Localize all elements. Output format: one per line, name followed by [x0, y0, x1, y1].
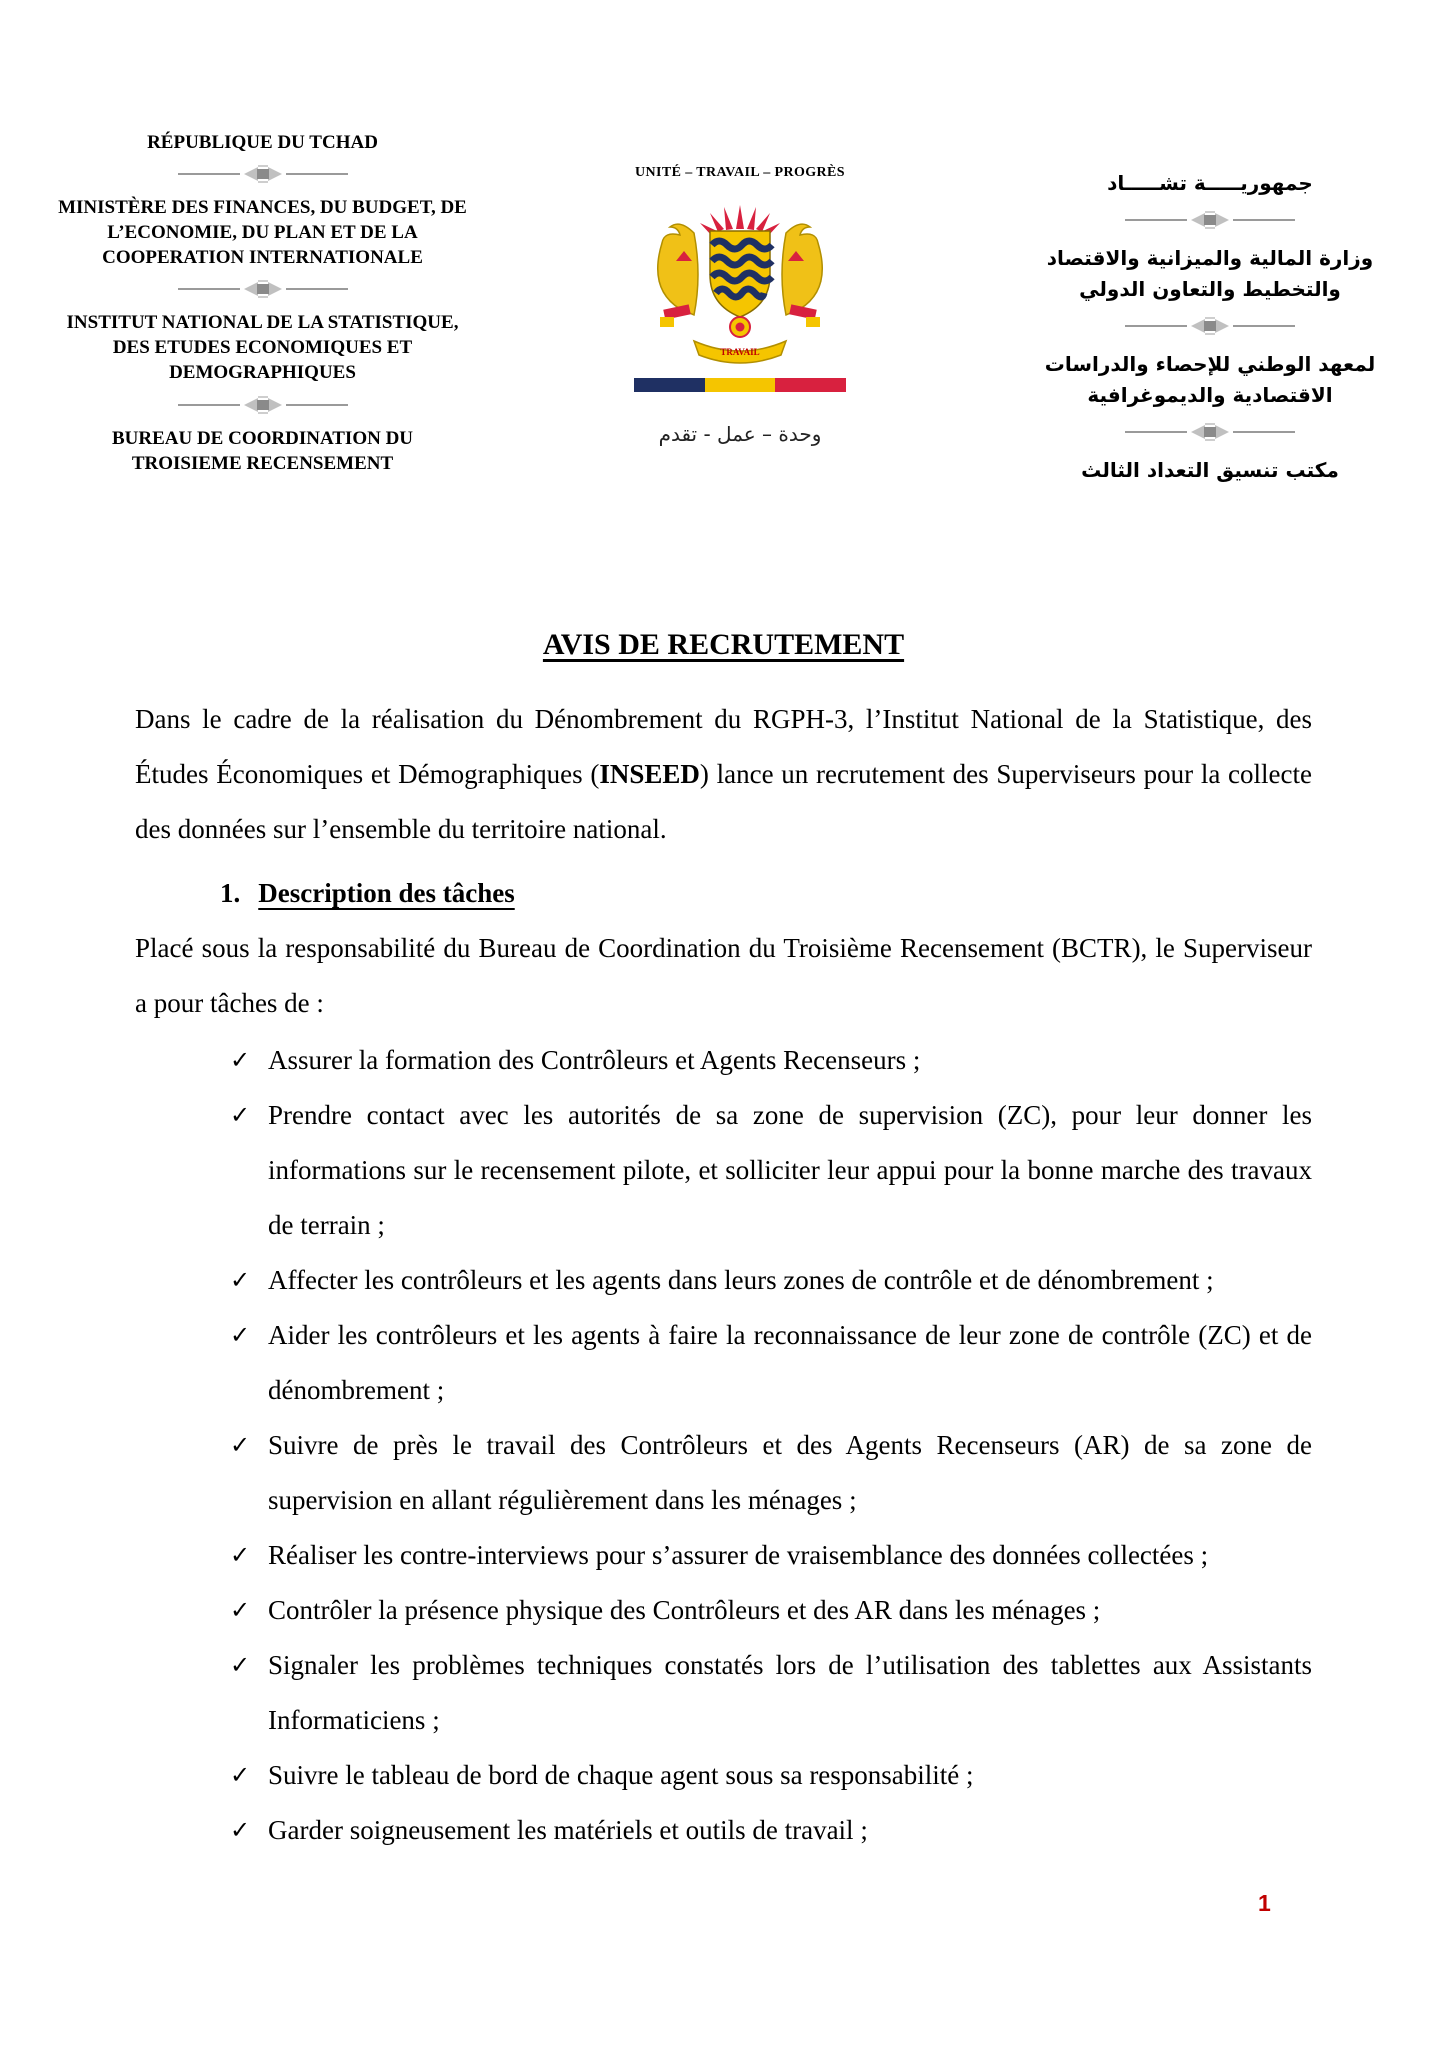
checkmark-icon: ✓ [230, 1321, 251, 1349]
task-item [230, 1583, 1312, 1638]
letterhead [55, 130, 1410, 486]
checkmark-icon: ✓ [230, 1816, 251, 1844]
checkmark-icon: ✓ [230, 1761, 251, 1789]
bureau-title: BUREAU DE COORDINATION DU TROISIEME RECENSEMENT [111, 427, 414, 474]
divider-ornament-icon [178, 396, 348, 414]
task-text: Suivre de près le travail des Contrôleurs et des Agents Recenseurs (AR) de sa zone de supervision en allant régulièrement dans les ménages ; [268, 1430, 1312, 1515]
task-text: Suivre le tableau de bord de chaque agent sous sa responsabilité ; [268, 1760, 974, 1790]
checkmark-icon: ✓ [230, 1596, 251, 1624]
section-number: 1. [220, 878, 241, 908]
section-1-heading [135, 866, 1312, 921]
republic-title-arabic: جمهوريـــــة تشـــــاد [1107, 171, 1313, 195]
task-text: Affecter les contrôleurs et les agents dans leurs zones de contrôle et de dénombrement ; [268, 1265, 1214, 1295]
checkmark-icon: ✓ [230, 1431, 251, 1459]
task-text: Assurer la formation des Contrôleurs et Agents Recenseurs ; [268, 1045, 921, 1075]
flag-yellow-stripe [705, 378, 775, 392]
divider-ornament-icon [178, 165, 348, 183]
task-text: Prendre contact avec les autorités de sa zone de supervision (ZC), pour leur donner les informations sur le recensement pilote, et solliciter leur appui pour la bonne marche des travaux de terrain ; [268, 1100, 1312, 1240]
coat-of-arms-icon [634, 203, 846, 371]
intro-text-2: ) lance un recrutement des Superviseurs pour la collecte des données sur l’ensemble du territoire national. [135, 759, 1312, 844]
institute-title-arabic: لمعهد الوطني للإحصاء والدراسات الاقتصادية والديموغرافية [1044, 352, 1376, 407]
lion-supporter-icon [782, 224, 822, 327]
bureau-title-arabic: مكتب تنسيق التعداد الثالث [1081, 458, 1339, 482]
page-number: 1 [1258, 1890, 1271, 1916]
republic-title: RÉPUBLIQUE DU TCHAD [147, 132, 378, 153]
section-title: Description des tâches [258, 878, 515, 908]
divider-ornament-icon [178, 280, 348, 298]
inseed-acronym: INSEED [599, 759, 700, 789]
goat-supporter-icon [658, 224, 698, 327]
letterhead-arabic-column [1010, 130, 1410, 486]
task-text: Signaler les problèmes techniques constatés lors de l’utilisation des tablettes aux Assistants Informaticiens ; [268, 1650, 1312, 1735]
flag-blue-stripe [634, 378, 705, 392]
task-item [230, 1638, 1312, 1748]
checkmark-icon: ✓ [230, 1266, 251, 1294]
task-text: Contrôler la présence physique des Contrôleurs et des AR dans les ménages ; [268, 1595, 1101, 1625]
letterhead-french-column [55, 130, 470, 476]
emblem-scroll-text: TRAVAIL [720, 347, 760, 357]
divider-ornament-icon [1125, 211, 1295, 229]
task-item [230, 1528, 1312, 1583]
task-item [230, 1418, 1312, 1528]
motto-french: UNITÉ – TRAVAIL – PROGRÈS [635, 165, 845, 180]
divider-ornament-icon [1125, 317, 1295, 335]
task-item [230, 1033, 1312, 1088]
intro-paragraph [135, 692, 1312, 857]
ministry-title: MINISTÈRE DES FINANCES, DU BUDGET, DE L’ECONOMIE, DU PLAN ET DE LA COOPERATION INTERNATIONALE [58, 197, 467, 269]
task-item [230, 1088, 1312, 1253]
checkmark-icon: ✓ [230, 1101, 251, 1129]
chad-coat-of-arms [545, 203, 935, 392]
checkmark-icon: ✓ [230, 1541, 251, 1569]
task-item [230, 1748, 1312, 1803]
ministry-title-arabic: وزارة المالية والميزانية والاقتصاد والتخطيط والتعاون الدولي [1046, 246, 1374, 301]
task-text: Réaliser les contre-interviews pour s’assurer de vraisemblance des données collectées ; [268, 1540, 1209, 1570]
checkmark-icon: ✓ [230, 1046, 251, 1074]
task-item [230, 1803, 1312, 1858]
flag-band [634, 378, 846, 392]
task-item [230, 1253, 1312, 1308]
intro-text-1: Dans le cadre de la réalisation du Dénombrement du RGPH-3, l’Institut National de la Statistique, des Études Économiques et Démographiques ( [135, 704, 1312, 789]
checkmark-icon: ✓ [230, 1651, 251, 1679]
letterhead-emblem-column [545, 130, 935, 446]
flag-red-stripe [775, 378, 846, 392]
divider-ornament-icon [1125, 423, 1295, 441]
task-item [230, 1308, 1312, 1418]
institute-title: INSTITUT NATIONAL DE LA STATISTIQUE, DES ETUDES ECONOMIQUES ET DEMOGRAPHIQUES [66, 312, 459, 384]
document-body [135, 628, 1312, 1858]
page-title: AVIS DE RECRUTEMENT [542, 628, 905, 661]
motto-arabic: وحدة – عمل - تقدم [658, 422, 822, 446]
task-list [135, 1033, 1312, 1858]
section-lead-paragraph: Placé sous la responsabilité du Bureau de Coordination du Troisième Recensement (BCTR), le Superviseur a pour tâches de : [135, 933, 1312, 1018]
task-text: Aider les contrôleurs et les agents à faire la reconnaissance de leur zone de contrôle (ZC) et de dénombrement ; [268, 1320, 1312, 1405]
task-text: Garder soigneusement les matériels et outils de travail ; [268, 1815, 868, 1845]
